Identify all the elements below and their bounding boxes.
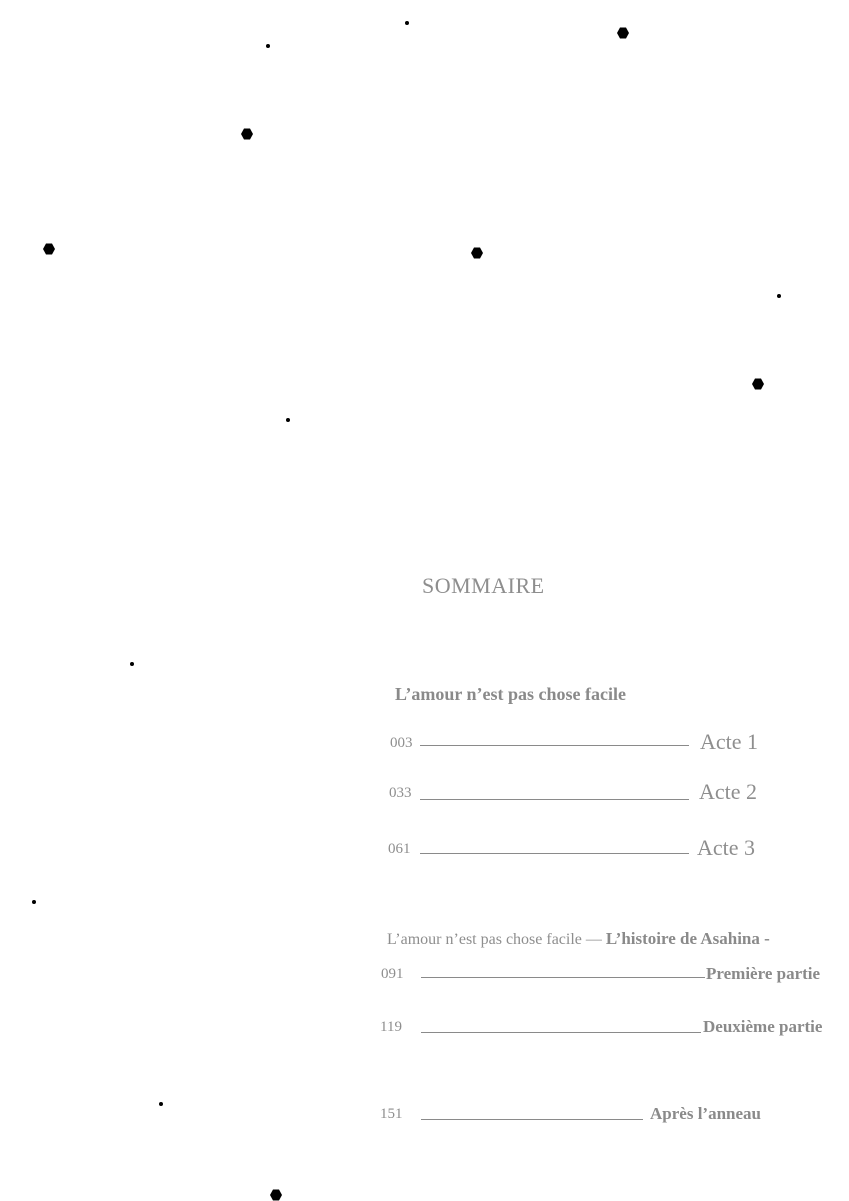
leader-line	[421, 1032, 701, 1033]
decor-dot	[286, 418, 290, 422]
page-number: 003	[390, 735, 413, 751]
decor-hexagon	[617, 27, 629, 39]
decor-dot	[405, 21, 409, 25]
decor-hexagon	[752, 378, 764, 390]
decor-dot	[159, 1102, 163, 1106]
entry-label: Deuxième partie	[703, 1017, 823, 1036]
decor-hexagon	[471, 247, 483, 259]
page-number: 033	[389, 785, 412, 801]
entry-label: Acte 1	[700, 729, 759, 754]
decor-hexagon	[43, 243, 55, 255]
heading-dash: —	[585, 931, 602, 948]
page-number: 061	[388, 841, 411, 857]
entry-label: Après l’anneau	[650, 1104, 761, 1123]
section-heading: L’amour n’est pas chose facile	[395, 684, 626, 704]
section-heading-bold: L’histoire de Asahina -	[605, 929, 770, 948]
leader-line	[420, 799, 689, 800]
leader-line	[421, 977, 705, 978]
decor-dot	[266, 44, 270, 48]
leader-line	[420, 745, 689, 746]
section-heading	[387, 929, 770, 949]
entry-label: Acte 2	[699, 779, 758, 804]
toc-title: SOMMAIRE	[422, 573, 545, 598]
page-number: 091	[381, 966, 404, 982]
decor-hexagon	[270, 1189, 282, 1201]
entry-label: Acte 3	[697, 835, 756, 860]
decor-dot	[130, 662, 134, 666]
leader-line	[421, 1119, 643, 1120]
decor-dot	[777, 294, 781, 298]
leader-line	[420, 853, 689, 854]
entry-label: Première partie	[706, 964, 821, 983]
page-number: 119	[380, 1019, 402, 1035]
page-number: 151	[380, 1106, 403, 1122]
section-heading-regular: L’amour n’est pas chose facile	[387, 931, 582, 948]
decor-hexagon	[241, 128, 253, 140]
decor-dot	[32, 900, 36, 904]
